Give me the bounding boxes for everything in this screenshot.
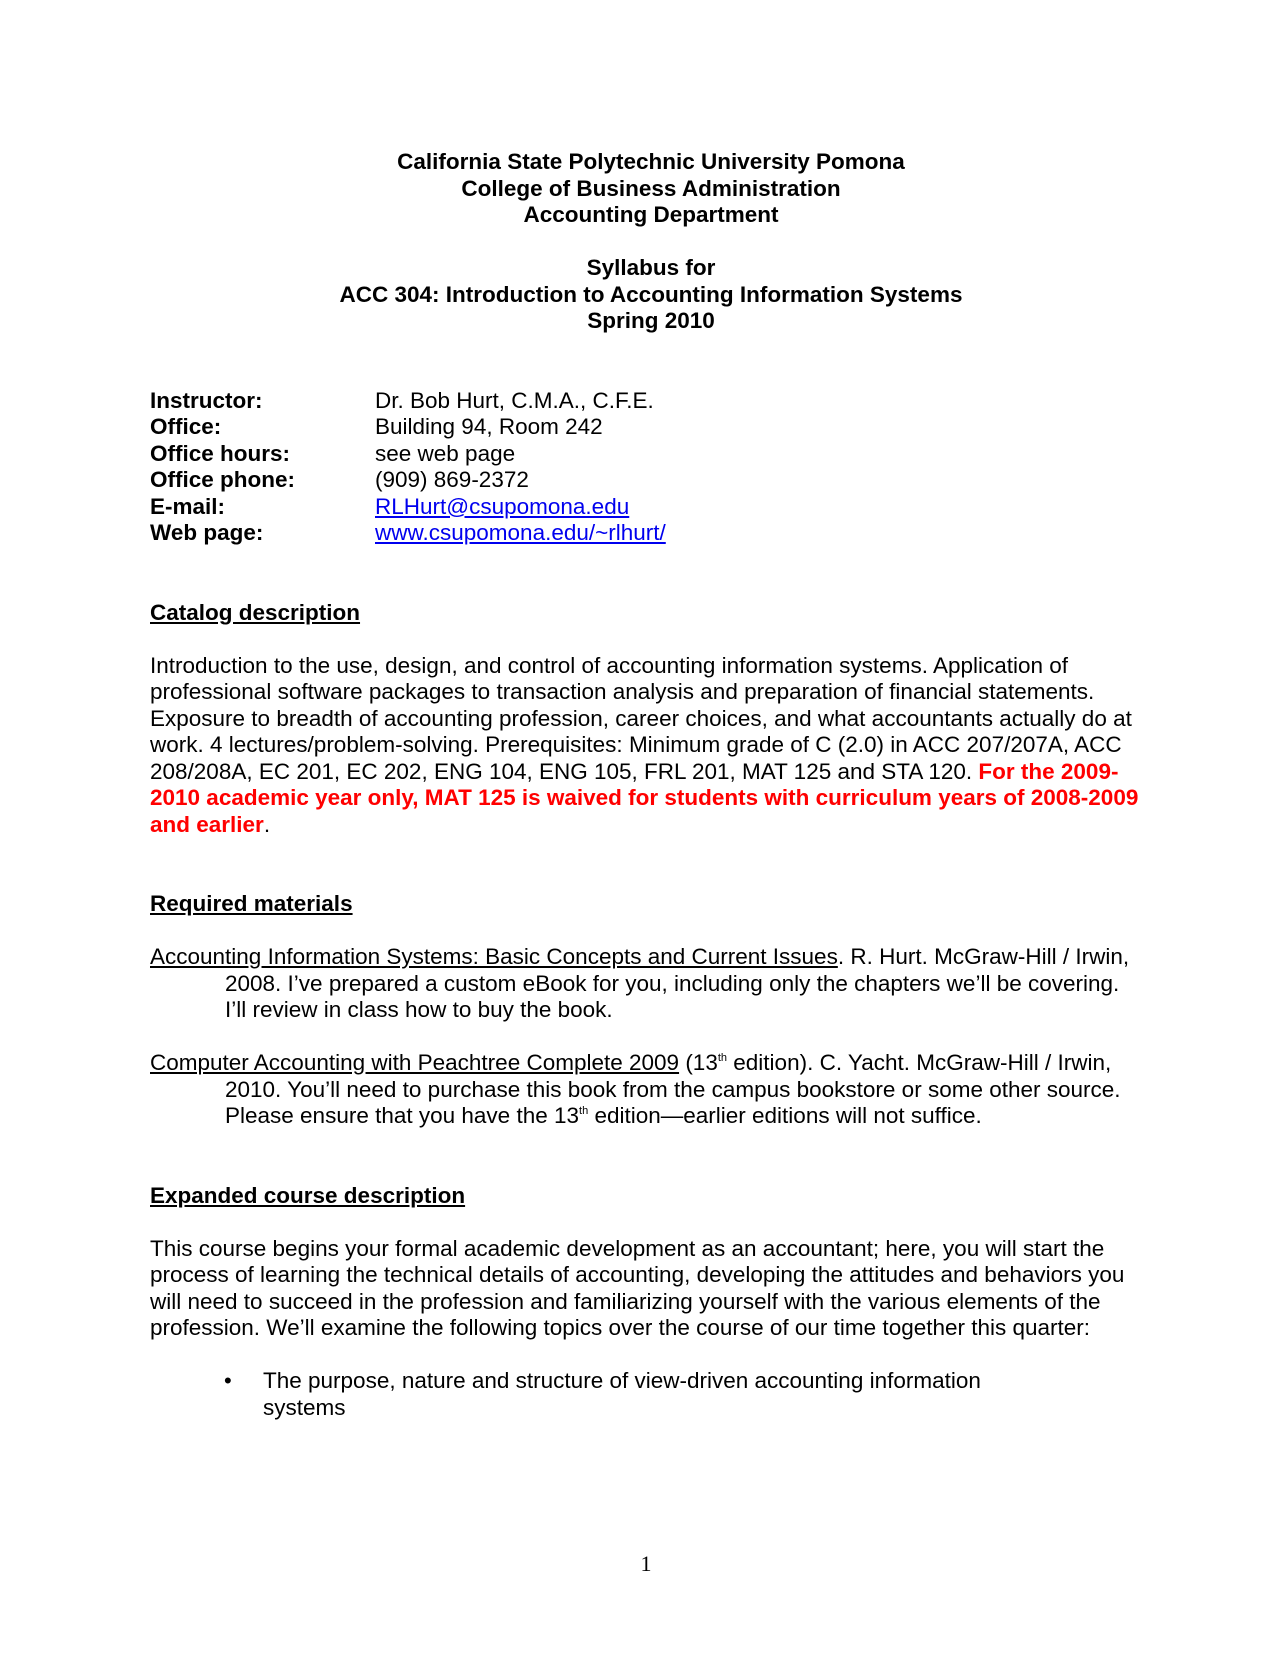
list-item-text: The purpose, nature and structure of view-driven accounting information systems bbox=[263, 1368, 981, 1420]
material-book-2 bbox=[150, 1050, 1140, 1130]
contact-block bbox=[150, 388, 1140, 547]
contact-row-web bbox=[150, 520, 1140, 547]
web-page-value bbox=[375, 520, 666, 547]
office-value: Building 94, Room 242 bbox=[375, 414, 603, 439]
book-2-details: edition). C. Yacht. McGraw-Hill / Irwin, 2010. You’ll need to purchase this book from the campus bookstore or some other source. Please ensure that you have the 13 bbox=[225, 1050, 1121, 1128]
instructor-label: Instructor: bbox=[150, 387, 263, 413]
document-page bbox=[150, 149, 1140, 1421]
catalog-description-heading: Catalog description bbox=[150, 599, 361, 625]
email-label: E-mail: bbox=[150, 493, 226, 519]
office-label: Office: bbox=[150, 414, 222, 439]
material-book-1 bbox=[150, 944, 1140, 1024]
page-number: 1 bbox=[640, 1551, 652, 1576]
contact-row-email bbox=[150, 494, 1140, 521]
course-term: Spring 2010 bbox=[587, 308, 715, 333]
office-phone-value: (909) 869-2372 bbox=[375, 467, 529, 492]
contact-row-hours bbox=[150, 441, 1140, 468]
office-hours-value: see web page bbox=[375, 440, 516, 466]
web-page-label: Web page: bbox=[150, 520, 264, 545]
expanded-course-description-heading: Expanded course description bbox=[150, 1182, 466, 1208]
topics-list bbox=[150, 1368, 1140, 1421]
college-name: College of Business Administration bbox=[461, 175, 841, 201]
email-link[interactable]: RLHurt@csupomona.edu bbox=[375, 493, 630, 519]
book-2-details-end: edition—earlier editions will not suffice. bbox=[588, 1103, 982, 1128]
catalog-text: Introduction to the use, design, and control of accounting information systems. Application of professional software packages to transaction analysis and preparation of financial statements. Exposure to breadth of accounting profession, career choices, and what accountants actually do at work. 4 lectures/problem-solving. Prerequisites: Minimum grade of C (2.0) in ACC 207/207A, ACC 208/208A, EC 201, EC 202, ENG 104, ENG 105, FRL 201, MAT 125 and STA 120. bbox=[150, 652, 1132, 784]
instructor-value: Dr. Bob Hurt, C.M.A., C.F.E. bbox=[375, 387, 654, 413]
bullet-icon: • bbox=[224, 1368, 232, 1393]
office-hours-label: Office hours: bbox=[150, 440, 291, 466]
catalog-waiver-note: For the 2009-2010 academic year only, MAT 125 is waived for students with curriculum years of 2008-2009 and earlier bbox=[150, 758, 1139, 837]
office-phone-label: Office phone: bbox=[150, 467, 295, 492]
book-1-details: . R. Hurt. McGraw-Hill / Irwin, 2008. I’ve prepared a custom eBook for you, including only the chapters we’ll be covering. I’ll review in class how to buy the book. bbox=[225, 944, 1130, 1022]
department-name: Accounting Department bbox=[523, 202, 779, 227]
book-2-edition-sup-2: th bbox=[579, 1105, 589, 1117]
catalog-description-text bbox=[150, 653, 1140, 839]
contact-row-office bbox=[150, 414, 1140, 441]
email-value bbox=[375, 494, 629, 521]
catalog-note-end: . bbox=[263, 811, 271, 837]
web-page-link[interactable]: www.csupomona.edu/~rlhurt/ bbox=[375, 520, 666, 545]
book-2-edition-sup: th bbox=[717, 1052, 728, 1064]
list-item bbox=[150, 1368, 1013, 1421]
contact-row-instructor bbox=[150, 388, 1140, 415]
required-materials-heading: Required materials bbox=[150, 891, 353, 916]
university-name: California State Polytechnic University Pomona bbox=[397, 149, 905, 174]
syllabus-for-label: Syllabus for bbox=[586, 255, 716, 280]
book-2-title: Computer Accounting with Peachtree Complete 2009 bbox=[150, 1050, 680, 1075]
contact-row-phone bbox=[150, 467, 1140, 494]
book-2-edition-open: (13 bbox=[679, 1050, 718, 1075]
course-title: ACC 304: Introduction to Accounting Information Systems bbox=[339, 281, 963, 307]
expanded-course-description-text: This course begins your formal academic development as an accountant; here, you will start the process of learning the technical details of accounting, developing the attitudes and behaviors you will need to succeed in the profession and familiarizing yourself with the various elements of the profession. We’ll examine the following topics over the course of our time together this quarter: bbox=[150, 1235, 1125, 1340]
book-1-title: Accounting Information Systems: Basic Concepts and Current Issues bbox=[150, 944, 838, 969]
